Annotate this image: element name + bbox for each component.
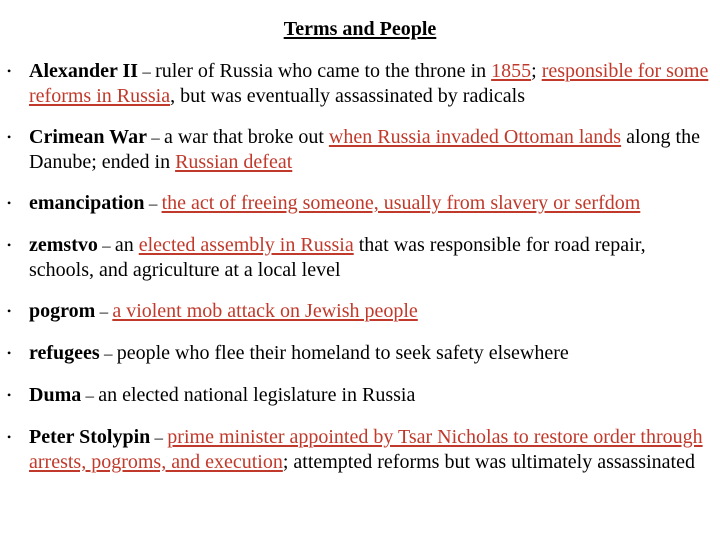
bullet-icon: • [7,346,12,360]
term-name: Alexander II [29,60,139,82]
definition-text: ruler of Russia who came to the throne in [155,60,492,82]
highlighted-text: when Russia invaded Ottoman lands [328,126,622,148]
term-item-duma [0,383,720,408]
highlighted-text: a violent mob attack on Jewish people [112,300,418,322]
term-item-refugees [0,341,720,366]
definition-text: along the Danube; ended in [29,126,700,173]
highlighted-text: prime minister appointed by Tsar Nicholas to restore order through arrests, pogroms, and execution [29,426,703,473]
term-item-zemstvo [0,233,720,283]
bullet-icon: • [7,304,12,318]
highlighted-text: elected assembly in Russia [138,234,354,256]
definition-text: ; attempted reforms but was ultimately assassinated [282,451,695,473]
definition-text: that was responsible for road repair, schools, and agriculture at a local level [29,234,646,281]
term-name: zemstvo [29,234,98,256]
term-separator: – [81,386,99,405]
bullet-icon: • [7,64,12,78]
term-separator: – [95,302,113,321]
term-item-peter-stolypin [0,425,720,475]
bullet-icon: • [7,430,12,444]
term-separator: – [144,194,162,213]
term-separator: – [99,344,117,363]
term-item-alexander-ii [0,59,720,109]
term-item-pogrom [0,299,720,324]
highlighted-text: the act of freeing someone, usually from slavery or serfdom [161,192,641,214]
term-separator: – [150,428,168,447]
definition-text: an elected national legislature in Russia [98,384,416,406]
term-name: Crimean War [29,126,147,148]
definition-text: a war that broke out [163,126,329,148]
page-title-text: Terms and People [283,18,437,40]
bullet-icon: • [7,196,12,210]
term-name: Duma [29,384,82,406]
term-item-emancipation [0,191,720,216]
highlighted-text: Russian defeat [175,151,293,173]
bullet-icon: • [7,388,12,402]
definition-text: , but was eventually assassinated by radicals [170,85,525,107]
definition-text: ; [531,60,542,82]
bullet-icon: • [7,238,12,252]
bullet-icon: • [7,130,12,144]
highlighted-text: 1855 [491,60,532,82]
term-item-crimean-war [0,125,720,175]
term-list [0,59,720,491]
term-name: refugees [29,342,100,364]
term-separator: – [138,62,156,81]
definition-text: people who flee their homeland to seek safety elsewhere [116,342,569,364]
term-name: emancipation [29,192,145,214]
term-separator: – [97,236,115,255]
definition-text: an [114,234,139,256]
term-separator: – [146,128,164,147]
highlighted-text: responsible for some reforms in Russia [29,60,709,107]
term-name: Peter Stolypin [29,426,151,448]
term-name: pogrom [29,300,96,322]
page-title [0,17,720,41]
